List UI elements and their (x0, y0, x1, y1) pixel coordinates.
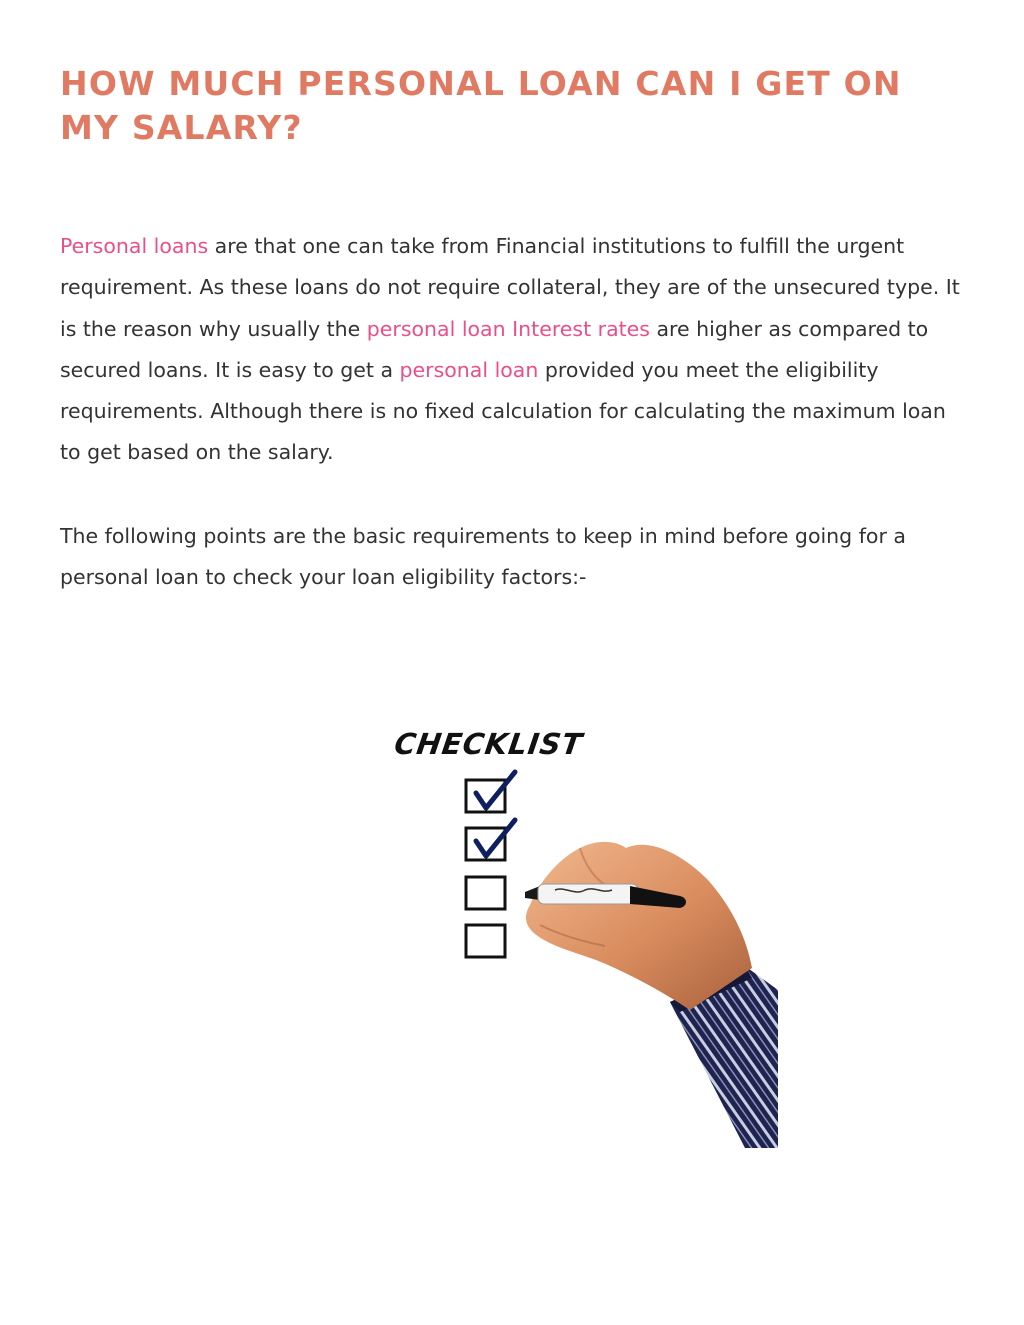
checkbox-4 (466, 925, 505, 957)
checkbox-1 (466, 772, 515, 812)
interest-rates-link[interactable]: personal loan Interest rates (366, 316, 650, 341)
page-title: HOW MUCH PERSONAL LOAN CAN I GET ON MY SALARY? (60, 64, 902, 147)
personal-loan-link[interactable]: personal loan (399, 357, 539, 382)
intro-text-part-1: are that one can take from Financial institutions to fulfill the urgent requirement. As these loans do not require collateral, they are of the unsecured type. It is the reason why usually the (60, 234, 960, 341)
checkbox-2 (466, 820, 515, 860)
checklist-heading: CHECKLIST (392, 727, 585, 761)
checkbox-3 (466, 877, 505, 909)
intro-text-part-3: provided you meet the eligibility requirements. Although there is no fixed calculation for calculating the maximum loan to get based on the salary. (60, 357, 946, 465)
hand-icon (526, 842, 752, 1010)
personal-loans-link[interactable]: Personal loans (60, 234, 209, 258)
checklist-illustration (390, 720, 790, 1150)
requirements-paragraph: The following points are the basic requirements to keep in mind before going for a personal loan to check your loan eligibility factors:- (60, 524, 906, 590)
intro-text-part-2: are higher as compared to secured loans. It is easy to get a (60, 316, 929, 382)
intro-paragraph (60, 226, 965, 474)
